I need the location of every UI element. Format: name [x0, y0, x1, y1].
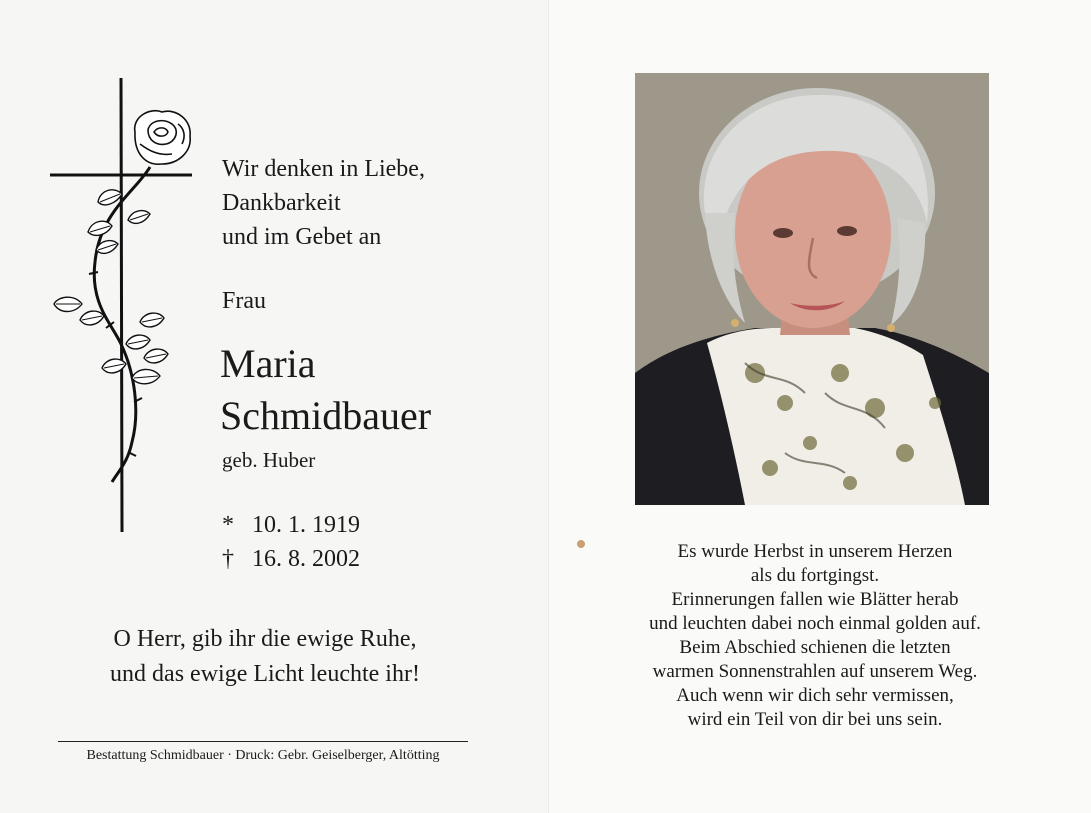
prayer-line: und das ewige Licht leuchte ihr! [110, 661, 420, 687]
salutation: Frau [222, 288, 266, 314]
poem-line: warmen Sonnenstrahlen auf unserem Weg. [652, 661, 978, 682]
prayer-line: O Herr, gib ihr die ewige Ruhe, [113, 626, 417, 652]
poem-line: Beim Abschied schienen die letzten [679, 637, 951, 658]
intro-line: Dankbarkeit [222, 190, 341, 216]
maiden-name: geb. Huber [222, 448, 316, 472]
life-dates [222, 508, 360, 576]
birth-date: 10. 1. 1919 [252, 512, 360, 538]
portrait-photo [635, 73, 989, 505]
last-name: Schmidbauer [220, 393, 432, 438]
poem-line: Erinnerungen fallen wie Blätter herab [671, 589, 959, 610]
intro-text [222, 152, 425, 254]
poem-line: Auch wenn wir dich sehr vermissen, [676, 685, 954, 706]
cross-with-rose-icon [40, 72, 210, 542]
poem-line: und leuchten dabei noch einmal golden auf. [649, 613, 981, 634]
prayer [40, 622, 490, 692]
poem-line: Es wurde Herbst in unserem Herzen [677, 541, 953, 562]
birth-row [222, 508, 360, 542]
footer-divider [58, 741, 468, 742]
death-date: 16. 8. 2002 [252, 546, 360, 572]
memorial-poem [580, 540, 1050, 732]
death-row [222, 542, 360, 576]
deceased-name [220, 338, 431, 442]
portrait-illustration [635, 73, 989, 505]
birth-symbol: * [222, 512, 234, 538]
intro-line: und im Gebet an [222, 224, 382, 250]
footer-credit: Bestattung Schmidbauer · Druck: Gebr. Geiselberger, Altötting [86, 748, 440, 763]
first-name: Maria [220, 341, 316, 386]
death-symbol: † [222, 546, 234, 572]
intro-line: Wir denken in Liebe, [222, 156, 425, 182]
poem-line: wird ein Teil von dir bei uns sein. [687, 709, 943, 730]
poem-line: als du fortgingst. [750, 565, 880, 586]
